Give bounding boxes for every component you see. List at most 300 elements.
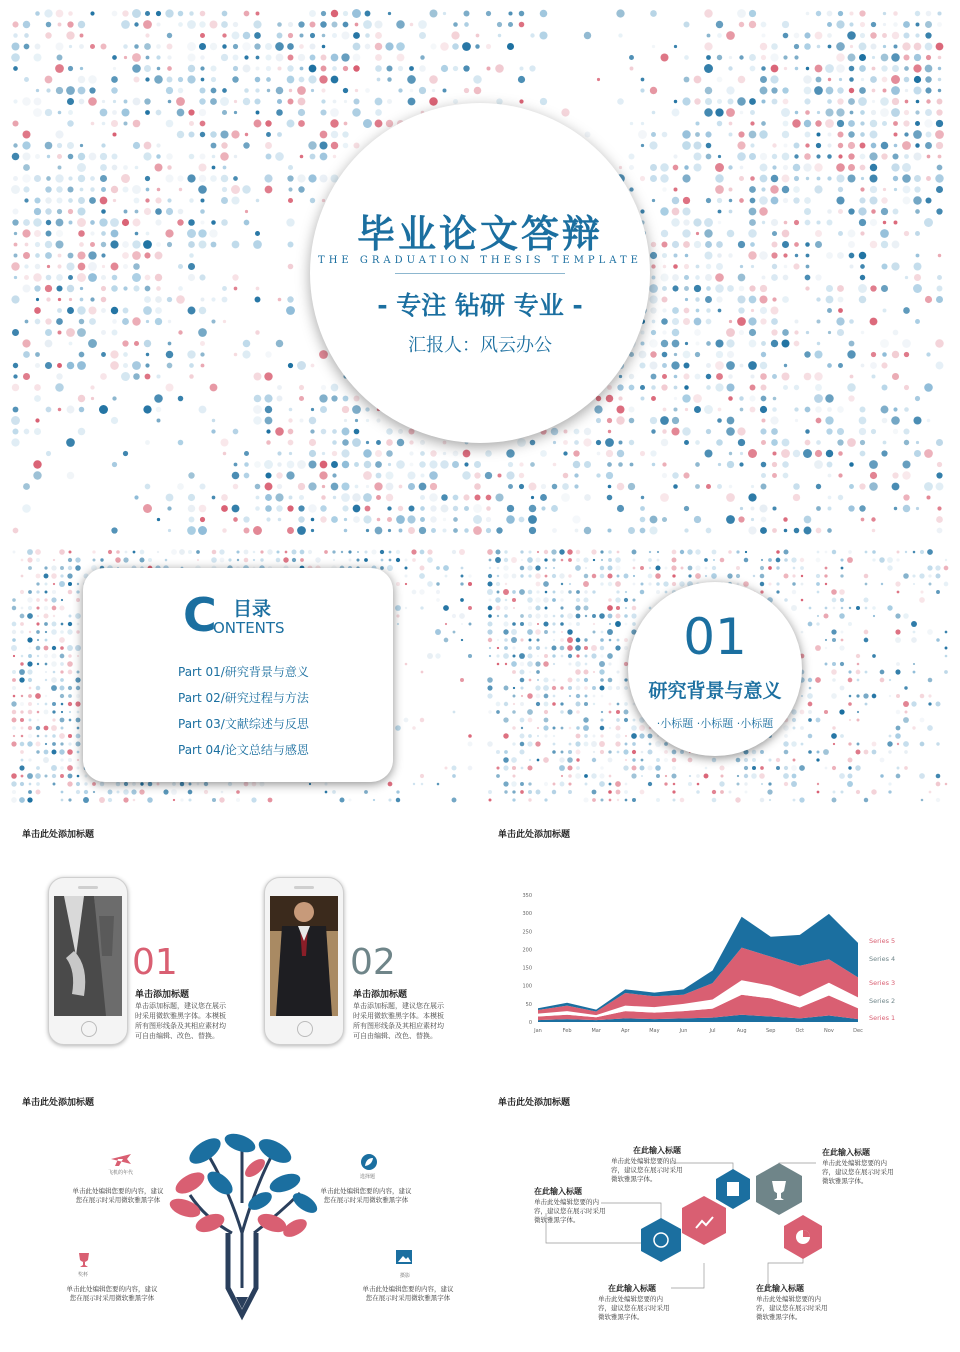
- halftone-dot: [569, 695, 571, 697]
- halftone-dot: [537, 735, 539, 737]
- halftone-dot: [864, 638, 869, 643]
- halftone-dot: [200, 132, 205, 137]
- halftone-dot: [825, 647, 827, 649]
- halftone-dot: [914, 186, 920, 192]
- halftone-dot: [385, 42, 393, 50]
- halftone-dot: [927, 155, 931, 159]
- halftone-dot: [727, 351, 734, 358]
- contents-item[interactable]: Part 04/论文总结与感恩: [178, 743, 309, 757]
- halftone-dot: [609, 727, 611, 729]
- halftone-dot: [228, 558, 231, 561]
- halftone-dot: [256, 12, 260, 16]
- halftone-dot: [892, 153, 898, 159]
- halftone-dot: [880, 108, 889, 117]
- halftone-dot: [815, 32, 823, 40]
- halftone-dot: [419, 527, 426, 534]
- halftone-dot: [244, 550, 249, 555]
- halftone-dot: [497, 22, 502, 27]
- halftone-dot: [883, 221, 886, 224]
- halftone-dot: [57, 55, 63, 61]
- halftone-dot: [324, 550, 328, 554]
- halftone-dot: [641, 775, 643, 777]
- halftone-dot: [178, 11, 184, 17]
- halftone-dot: [770, 416, 778, 424]
- halftone-dot: [737, 775, 739, 777]
- halftone-dot: [452, 43, 459, 50]
- halftone-dot: [718, 155, 721, 158]
- halftone-dot: [396, 550, 400, 554]
- halftone-dot: [585, 567, 587, 569]
- halftone-dot: [123, 121, 127, 125]
- halftone-dot: [727, 573, 732, 578]
- section-slide[interactable]: [486, 548, 950, 806]
- halftone-dot: [606, 450, 613, 457]
- halftone-dot: [68, 550, 71, 553]
- halftone-dot: [77, 775, 80, 778]
- halftone-dot: [564, 430, 568, 434]
- halftone-dot: [576, 622, 580, 626]
- hexagon-infographic-slide[interactable]: [486, 1083, 950, 1345]
- halftone-dot: [375, 527, 383, 535]
- halftone-dot: [860, 143, 866, 149]
- halftone-dot: [771, 428, 778, 435]
- halftone-dot: [860, 231, 864, 235]
- halftone-dot: [895, 669, 900, 674]
- halftone-dot: [880, 97, 889, 106]
- halftone-dot: [664, 750, 668, 754]
- halftone-dot: [297, 361, 306, 370]
- halftone-dot: [665, 775, 667, 777]
- halftone-dot: [322, 485, 325, 488]
- halftone-dot: [688, 758, 693, 763]
- halftone-dot: [575, 701, 580, 706]
- halftone-dot: [156, 286, 161, 291]
- halftone-dot: [727, 461, 734, 468]
- tree-infographic-slide[interactable]: [10, 1083, 475, 1345]
- halftone-dot: [705, 274, 712, 281]
- halftone-dot: [298, 505, 304, 511]
- halftone-dot: [651, 264, 655, 268]
- halftone-dot: [541, 484, 546, 489]
- halftone-dot: [55, 42, 63, 50]
- halftone-dot: [793, 483, 800, 490]
- halftone-dot: [287, 65, 293, 71]
- halftone-dot: [519, 749, 524, 754]
- halftone-dot: [223, 320, 226, 323]
- halftone-dot: [640, 451, 645, 456]
- halftone-dot: [652, 276, 656, 280]
- halftone-dot: [244, 528, 250, 534]
- halftone-dot: [832, 598, 837, 603]
- halftone-dot: [122, 10, 128, 16]
- halftone-dot: [200, 55, 204, 59]
- halftone-dot: [331, 461, 338, 468]
- halftone-dot: [552, 598, 556, 602]
- halftone-dot: [435, 653, 440, 658]
- halftone-dot: [309, 783, 311, 785]
- halftone-dot: [132, 273, 141, 282]
- halftone-dot: [288, 264, 294, 270]
- halftone-dot: [145, 11, 150, 16]
- halftone-dot: [657, 559, 660, 562]
- halftone-dot: [531, 496, 534, 499]
- halftone-dot: [584, 678, 588, 682]
- halftone-dot: [826, 450, 833, 457]
- halftone-dot: [892, 98, 899, 105]
- halftone-dot: [769, 799, 771, 801]
- title-slide[interactable]: [10, 8, 950, 538]
- halftone-dot: [847, 438, 856, 447]
- halftone-dot: [352, 438, 361, 447]
- phone-speaker: [294, 886, 314, 889]
- halftone-dot: [617, 751, 620, 754]
- halftone-dot: [894, 507, 897, 510]
- halftone-dot: [355, 23, 359, 27]
- halftone-dot: [913, 663, 915, 665]
- halftone-dot: [12, 678, 16, 682]
- contents-item[interactable]: Part 02/研究过程与方法: [178, 691, 309, 705]
- halftone-dot: [19, 797, 25, 803]
- halftone-dot: [132, 9, 141, 18]
- halftone-dot: [639, 362, 645, 368]
- halftone-dot: [583, 438, 591, 446]
- halftone-dot: [165, 229, 173, 237]
- halftone-dot: [563, 473, 569, 479]
- halftone-dot: [870, 32, 876, 38]
- halftone-dot: [827, 462, 833, 468]
- halftone-dot: [695, 565, 700, 570]
- halftone-dot: [209, 229, 217, 237]
- halftone-dot: [574, 484, 578, 488]
- halftone-dot: [133, 373, 140, 380]
- halftone-dot: [404, 718, 409, 723]
- slide-title: 单击此处添加标题: [498, 830, 571, 840]
- halftone-dot: [782, 186, 789, 193]
- halftone-dot: [178, 440, 184, 446]
- halftone-dot: [22, 339, 30, 347]
- halftone-dot: [704, 405, 713, 414]
- halftone-dot: [737, 152, 746, 161]
- halftone-dot: [79, 319, 85, 325]
- halftone-dot: [354, 396, 360, 402]
- y-tick-label: 100: [522, 983, 532, 990]
- halftone-dot: [925, 87, 931, 93]
- halftone-dot: [615, 565, 620, 570]
- halftone-dot: [888, 750, 891, 753]
- halftone-dot: [768, 558, 772, 562]
- halftone-dot: [745, 791, 748, 794]
- halftone-dot: [904, 385, 909, 390]
- halftone-dot: [776, 758, 780, 762]
- halftone-dot: [544, 630, 548, 634]
- halftone-dot: [375, 65, 382, 72]
- halftone-dot: [936, 142, 943, 149]
- halftone-dot: [375, 43, 383, 51]
- halftone-dot: [865, 607, 868, 610]
- halftone-dot: [189, 253, 194, 258]
- halftone-dot: [726, 493, 735, 502]
- halftone-dot: [768, 782, 771, 785]
- image-icon: [395, 1248, 413, 1266]
- halftone-dot: [740, 364, 744, 368]
- halftone-dot: [913, 631, 916, 634]
- halftone-dot: [77, 767, 80, 770]
- halftone-dot: [199, 43, 206, 50]
- halftone-dot: [662, 517, 667, 522]
- halftone-dot: [905, 551, 907, 553]
- halftone-dot: [560, 614, 563, 617]
- halftone-dot: [44, 710, 49, 715]
- halftone-dot: [695, 484, 700, 489]
- contents-item[interactable]: Part 03/文献综述与反思: [178, 717, 309, 731]
- halftone-dot: [324, 782, 327, 785]
- halftone-dot: [101, 352, 106, 357]
- halftone-dot: [816, 758, 819, 761]
- halftone-dot: [44, 774, 47, 777]
- halftone-dot: [849, 341, 855, 347]
- halftone-dot: [464, 506, 469, 511]
- halftone-dot: [632, 550, 637, 555]
- halftone-dot: [872, 550, 876, 554]
- halftone-dot: [275, 493, 283, 501]
- halftone-dot: [375, 109, 382, 116]
- halftone-dot: [154, 394, 163, 403]
- halftone-dot: [100, 558, 103, 561]
- halftone-dot: [928, 694, 931, 697]
- halftone-dot: [601, 695, 604, 698]
- halftone-dot: [607, 528, 611, 532]
- halftone-dot: [848, 142, 855, 149]
- halftone-dot: [927, 629, 933, 635]
- halftone-dot: [517, 438, 526, 447]
- halftone-dot: [266, 517, 270, 521]
- y-tick-label: 250: [522, 929, 532, 936]
- contents-title: 目录: [233, 598, 272, 620]
- halftone-dot: [750, 143, 754, 147]
- halftone-dot: [831, 669, 837, 675]
- halftone-dot: [560, 598, 563, 601]
- halftone-dot: [36, 582, 39, 585]
- halftone-dot: [629, 55, 634, 60]
- halftone-dot: [52, 710, 55, 713]
- halftone-dot: [67, 406, 75, 414]
- halftone-dot: [486, 66, 490, 70]
- halftone-dot: [53, 583, 55, 585]
- halftone-dot: [695, 573, 701, 579]
- halftone-dot: [944, 566, 949, 571]
- halftone-dot: [682, 141, 691, 150]
- halftone-dot: [871, 44, 877, 50]
- halftone-dot: [920, 694, 925, 699]
- halftone-dot: [791, 741, 796, 746]
- halftone-dot: [59, 549, 65, 555]
- halftone-dot: [36, 574, 41, 579]
- halftone-dot: [881, 197, 887, 203]
- halftone-dot: [180, 782, 184, 786]
- info-text: 单击此处编辑您要的内容，建议您在展示时采用微软雅黑字体: [362, 1285, 454, 1302]
- halftone-dot: [222, 528, 226, 532]
- halftone-dot: [396, 614, 399, 617]
- halftone-dot: [442, 528, 446, 532]
- halftone-dot: [80, 298, 84, 302]
- halftone-dot: [706, 264, 711, 269]
- halftone-dot: [140, 550, 145, 555]
- halftone-dot: [600, 654, 603, 657]
- halftone-dot: [497, 615, 499, 617]
- halftone-dot: [46, 22, 52, 28]
- halftone-dot: [527, 661, 533, 667]
- halftone-dot: [915, 143, 919, 147]
- chart-slide[interactable]: [486, 815, 950, 1077]
- halftone-dot: [814, 394, 823, 403]
- halftone-dot: [29, 783, 32, 786]
- halftone-dot: [712, 758, 716, 762]
- halftone-dot: [782, 131, 789, 138]
- halftone-dot: [219, 797, 224, 802]
- halftone-dot: [155, 296, 162, 303]
- contents-slide[interactable]: [10, 548, 475, 806]
- phones-slide[interactable]: [10, 815, 475, 1077]
- halftone-dot: [838, 308, 843, 313]
- halftone-dot: [836, 64, 845, 73]
- halftone-dot: [288, 187, 292, 191]
- halftone-dot: [904, 132, 908, 136]
- halftone-dot: [771, 307, 779, 315]
- halftone-dot: [308, 75, 316, 83]
- halftone-dot: [827, 33, 832, 38]
- halftone-dot: [132, 64, 141, 73]
- halftone-dot: [771, 340, 778, 347]
- halftone-dot: [902, 141, 911, 150]
- halftone-dot: [46, 297, 50, 301]
- halftone-dot: [112, 11, 118, 17]
- halftone-dot: [221, 54, 228, 61]
- halftone-dot: [505, 583, 507, 585]
- halftone-dot: [911, 701, 916, 706]
- halftone-dot: [333, 496, 336, 499]
- halftone-dot: [750, 110, 755, 115]
- halftone-dot: [738, 274, 746, 282]
- halftone-dot: [783, 517, 787, 521]
- halftone-dot: [177, 131, 184, 138]
- halftone-dot: [672, 285, 678, 291]
- halftone-dot: [513, 695, 516, 698]
- halftone-dot: [110, 240, 118, 248]
- halftone-dot: [12, 428, 18, 434]
- halftone-dot: [353, 142, 359, 148]
- halftone-dot: [809, 607, 812, 610]
- halftone-dot: [804, 516, 812, 524]
- halftone-dot: [784, 364, 787, 367]
- halftone-dot: [567, 765, 572, 770]
- halftone-dot: [860, 110, 865, 115]
- halftone-dot: [583, 725, 589, 731]
- halftone-dot: [594, 405, 602, 413]
- halftone-dot: [674, 188, 678, 192]
- halftone-dot: [871, 374, 875, 378]
- halftone-dot: [389, 551, 392, 554]
- halftone-dot: [828, 507, 832, 511]
- halftone-dot: [794, 220, 799, 225]
- halftone-dot: [396, 790, 399, 793]
- halftone-dot: [342, 439, 349, 446]
- halftone-dot: [782, 329, 789, 336]
- halftone-dot: [925, 43, 933, 51]
- halftone-dot: [738, 241, 745, 248]
- halftone-dot: [68, 198, 73, 203]
- halftone-dot: [618, 396, 622, 400]
- halftone-dot: [462, 471, 470, 479]
- halftone-dot: [808, 710, 812, 714]
- halftone-dot: [553, 631, 556, 634]
- halftone-dot: [144, 252, 150, 258]
- halftone-dot: [749, 21, 756, 28]
- halftone-dot: [177, 483, 184, 490]
- halftone-dot: [902, 42, 910, 50]
- halftone-dot: [308, 504, 316, 512]
- halftone-dot: [254, 32, 261, 39]
- halftone-dot: [171, 789, 177, 795]
- halftone-dot: [352, 493, 360, 501]
- halftone-dot: [497, 575, 499, 577]
- halftone-dot: [36, 598, 40, 602]
- halftone-dot: [826, 252, 833, 259]
- halftone-dot: [59, 581, 65, 587]
- halftone-dot: [20, 742, 24, 746]
- halftone-dot: [28, 702, 32, 706]
- halftone-dot: [772, 506, 776, 510]
- halftone-dot: [616, 405, 624, 413]
- halftone-dot: [575, 773, 581, 779]
- halftone-dot: [771, 274, 778, 281]
- halftone-dot: [792, 590, 796, 594]
- info-text: 单击此处编辑您要的内容，建议您在展示时采用微软雅黑字体: [320, 1187, 412, 1204]
- halftone-dot: [685, 298, 688, 301]
- halftone-dot: [520, 734, 525, 739]
- halftone-dot: [101, 209, 106, 214]
- legend-label: Series 5: [869, 937, 896, 945]
- halftone-dot: [928, 574, 931, 577]
- halftone-dot: [672, 798, 675, 801]
- halftone-dot: [80, 188, 84, 192]
- halftone-dot: [315, 557, 320, 562]
- halftone-dot: [633, 567, 636, 570]
- halftone-dot: [61, 711, 63, 713]
- halftone-dot: [803, 163, 811, 171]
- halftone-dot: [504, 686, 509, 691]
- halftone-dot: [429, 471, 438, 480]
- halftone-dot: [836, 163, 845, 172]
- halftone-dot: [738, 131, 744, 137]
- halftone-dot: [655, 765, 661, 771]
- icon-label: 摄影: [400, 1273, 411, 1279]
- halftone-dot: [12, 598, 16, 602]
- halftone-dot: [133, 76, 139, 82]
- halftone-dot: [443, 565, 449, 571]
- stacked-area-chart: [486, 815, 950, 1077]
- halftone-dot: [396, 558, 400, 562]
- halftone-dot: [838, 495, 843, 500]
- contents-item[interactable]: Part 01/研究背景与意义: [178, 665, 309, 679]
- halftone-dot: [615, 613, 620, 618]
- halftone-dot: [508, 484, 513, 489]
- halftone-dot: [848, 742, 851, 745]
- halftone-dot: [629, 418, 635, 424]
- halftone-dot: [705, 567, 708, 570]
- halftone-dot: [155, 252, 163, 260]
- halftone-dot: [156, 110, 162, 116]
- halftone-dot: [399, 529, 403, 533]
